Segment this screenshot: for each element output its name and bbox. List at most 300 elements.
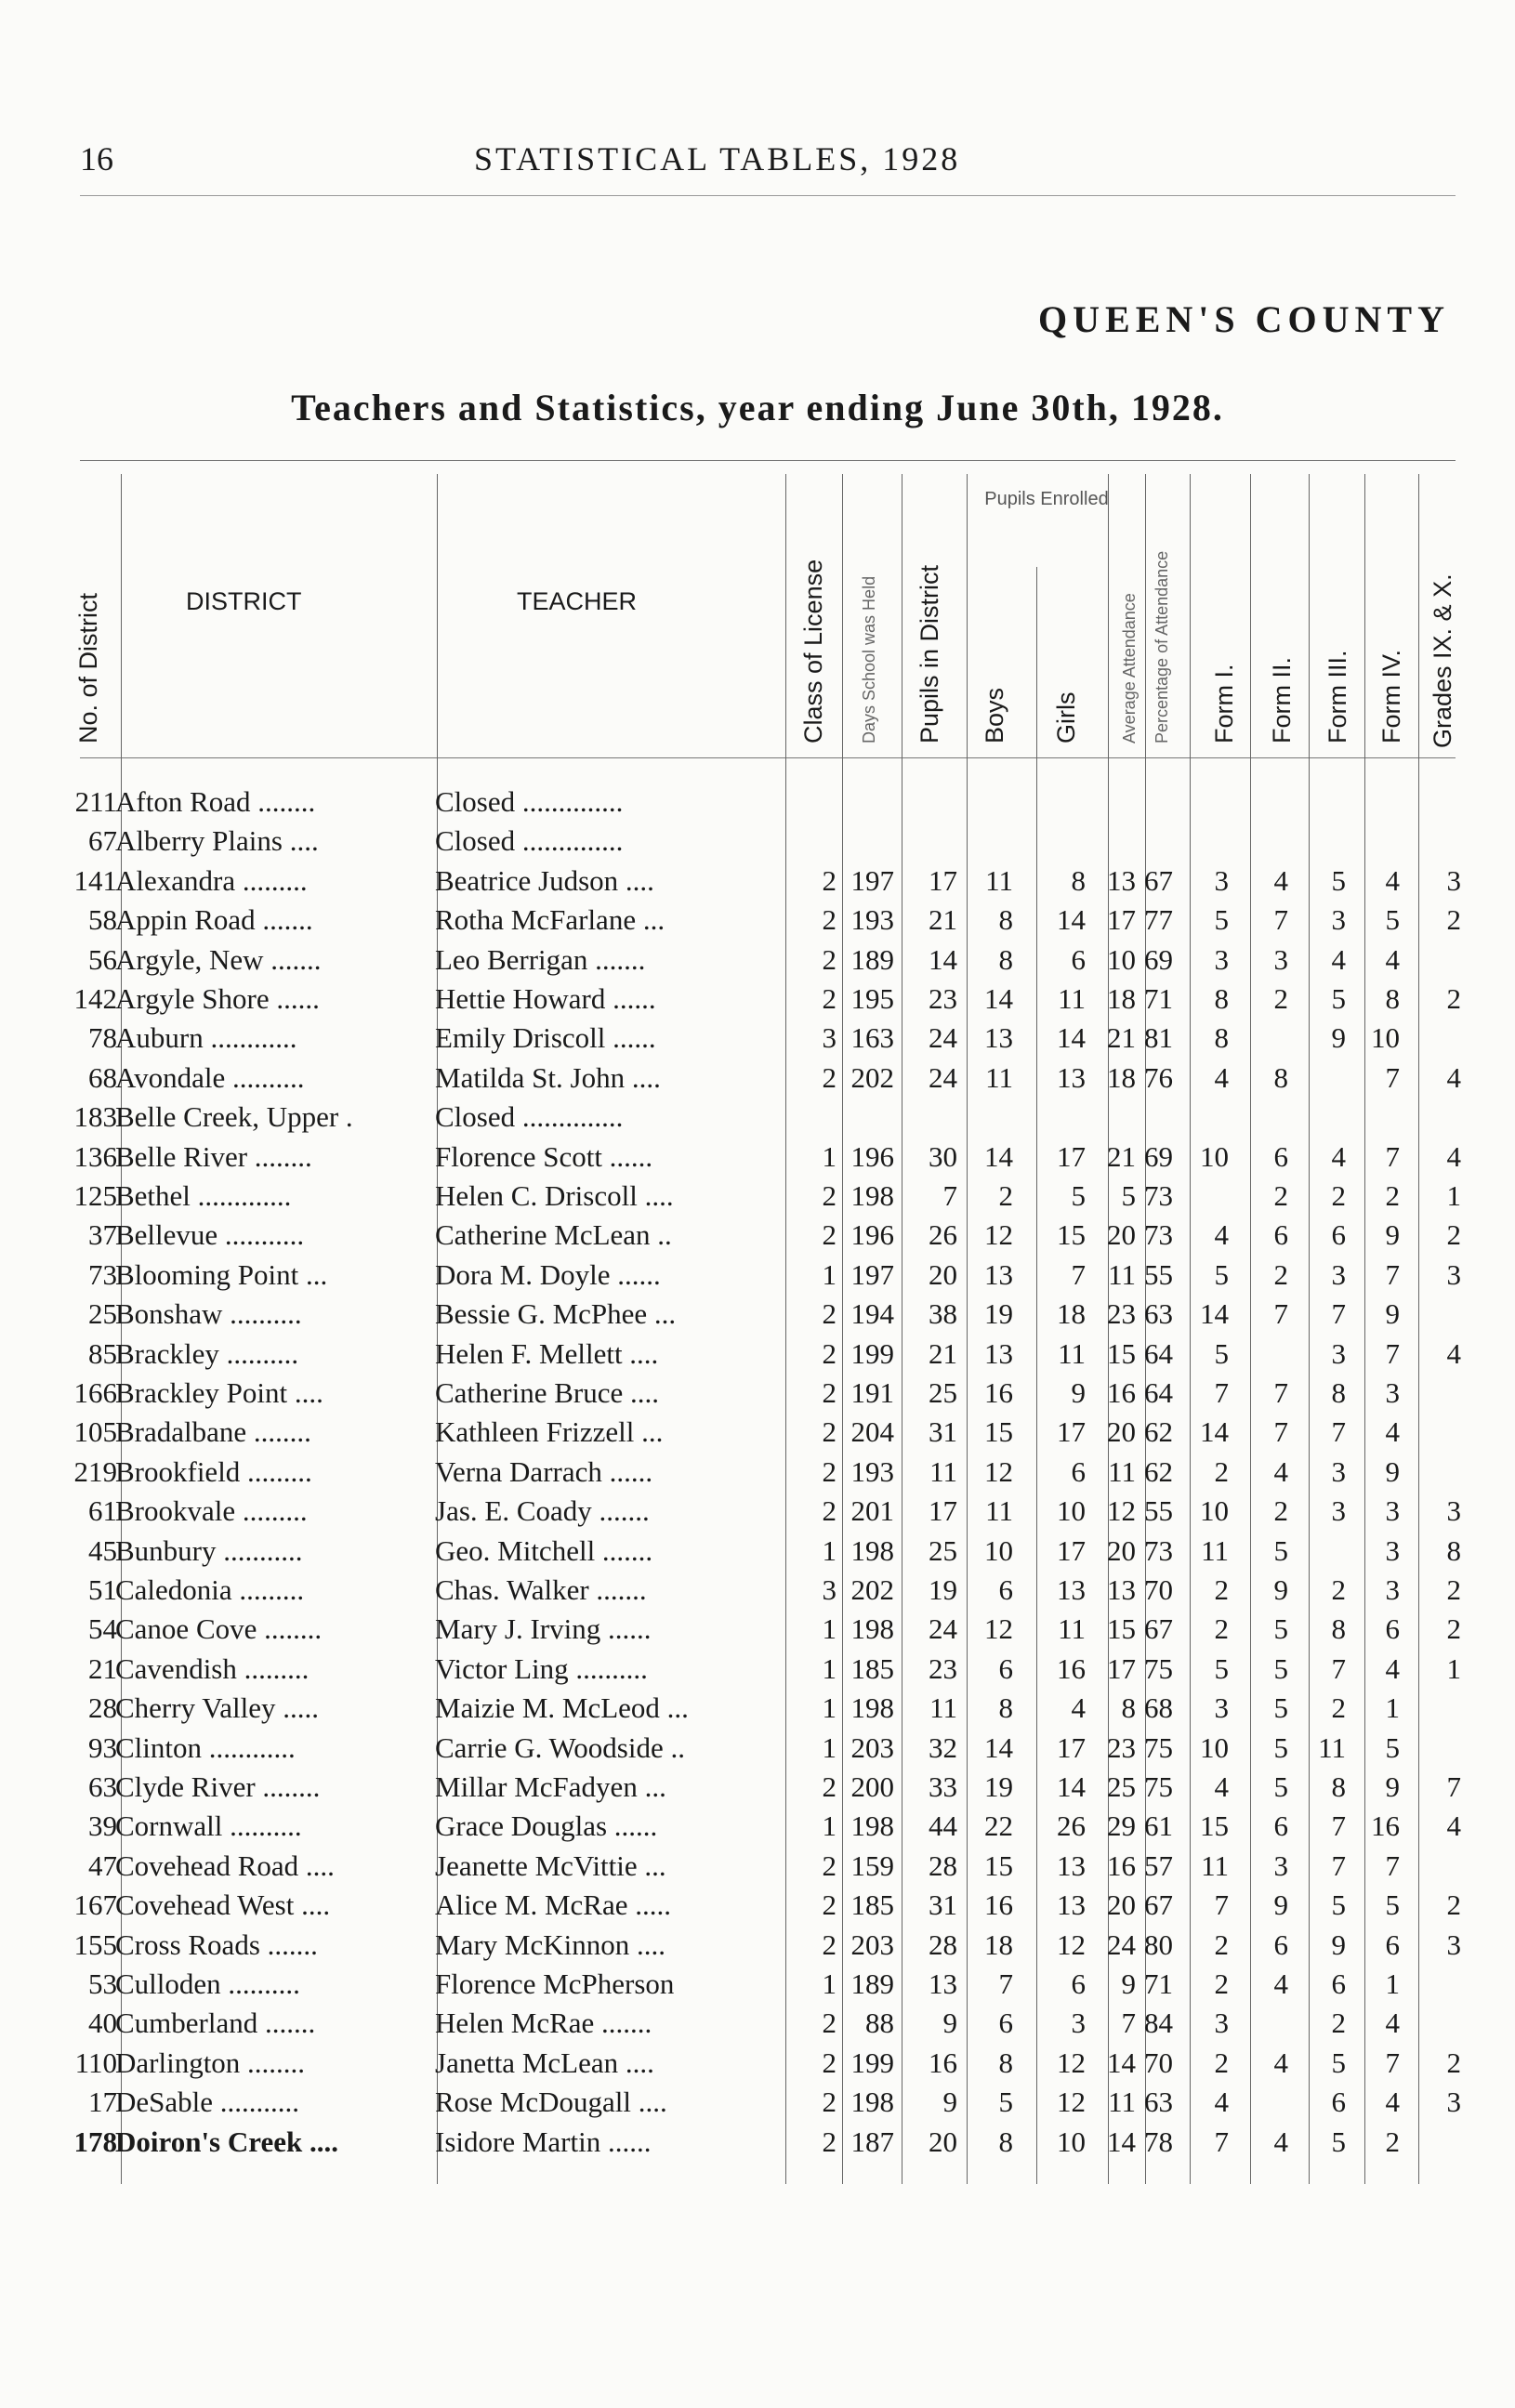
district-number: 85 xyxy=(88,1336,117,1370)
form-4: 5 xyxy=(1385,1730,1400,1764)
percentage-attendance: 78 xyxy=(1144,2125,1173,2158)
girls: 8 xyxy=(1071,863,1086,897)
grades-ix-x: 4 xyxy=(1446,1060,1461,1094)
girls: 5 xyxy=(1071,1179,1086,1212)
percentage-attendance: 62 xyxy=(1144,1454,1173,1488)
table-header-top-rule xyxy=(80,460,1456,461)
district-name: Alexandra ......... xyxy=(115,863,308,897)
class-of-license: 2 xyxy=(822,1297,837,1331)
class-of-license: 2 xyxy=(822,1849,837,1882)
average-attendance: 11 xyxy=(1108,2086,1136,2119)
form-2: 5 xyxy=(1273,1730,1288,1764)
girls: 13 xyxy=(1057,1573,1086,1606)
girls: 18 xyxy=(1057,1297,1086,1331)
header-form1: Form I. xyxy=(1210,664,1238,743)
pupils-in-district: 28 xyxy=(929,1849,957,1882)
class-of-license: 2 xyxy=(822,1376,837,1409)
teacher-name: Helen C. Driscoll .... xyxy=(435,1179,674,1212)
percentage-attendance: 61 xyxy=(1144,1809,1173,1843)
form-4: 7 xyxy=(1385,1139,1400,1173)
boys: 8 xyxy=(998,1691,1013,1725)
table-row xyxy=(0,1021,1515,1060)
district-name: Cumberland ....... xyxy=(115,2007,316,2040)
form-3: 8 xyxy=(1331,1376,1346,1409)
percentage-attendance: 64 xyxy=(1144,1376,1173,1409)
girls: 10 xyxy=(1057,1494,1086,1528)
form-4: 3 xyxy=(1385,1376,1400,1409)
form-4: 7 xyxy=(1385,1849,1400,1882)
average-attendance: 7 xyxy=(1121,2007,1136,2040)
teacher-name: Closed .............. xyxy=(435,1100,624,1134)
pupils-in-district: 11 xyxy=(929,1454,957,1488)
form-1: 4 xyxy=(1214,1218,1229,1252)
table-row xyxy=(0,1179,1515,1218)
average-attendance: 5 xyxy=(1121,1179,1136,1212)
form-4: 3 xyxy=(1385,1533,1400,1567)
header-form4: Form IV. xyxy=(1377,649,1405,743)
header-pupils-enrolled: Pupils Enrolled xyxy=(984,489,1109,509)
days-school-held: 191 xyxy=(850,1376,894,1409)
average-attendance: 15 xyxy=(1107,1612,1136,1646)
header-girls: Girls xyxy=(1052,691,1080,743)
form-4: 4 xyxy=(1385,863,1400,897)
form-1: 7 xyxy=(1214,2125,1229,2158)
days-school-held: 159 xyxy=(850,1849,894,1882)
form-2: 9 xyxy=(1273,1888,1288,1922)
form-2: 4 xyxy=(1273,863,1288,897)
district-name: Bethel ............. xyxy=(115,1179,292,1212)
form-4: 16 xyxy=(1371,1809,1400,1843)
class-of-license: 2 xyxy=(822,2046,837,2079)
class-of-license: 2 xyxy=(822,1179,837,1212)
header-percentage-attendance: Percentage of Attendance xyxy=(1153,550,1171,743)
header-boys: Boys xyxy=(981,687,1008,743)
district-name: Belle River ........ xyxy=(115,1139,312,1173)
average-attendance: 11 xyxy=(1108,1454,1136,1488)
class-of-license: 2 xyxy=(822,863,837,897)
grades-ix-x: 2 xyxy=(1446,1612,1461,1646)
form-1: 11 xyxy=(1201,1849,1229,1882)
boys: 19 xyxy=(984,1770,1013,1803)
average-attendance: 16 xyxy=(1107,1376,1136,1409)
teacher-name: Millar McFadyen ... xyxy=(435,1770,666,1803)
form-3: 6 xyxy=(1331,1218,1346,1252)
boys: 11 xyxy=(985,1494,1013,1528)
form-2: 2 xyxy=(1273,1257,1288,1291)
average-attendance: 11 xyxy=(1108,1257,1136,1291)
pupils-in-district: 28 xyxy=(929,1928,957,1961)
grades-ix-x: 8 xyxy=(1446,1533,1461,1567)
form-4: 7 xyxy=(1385,1257,1400,1291)
days-school-held: 203 xyxy=(850,1928,894,1961)
form-1: 15 xyxy=(1200,1809,1229,1843)
girls: 6 xyxy=(1071,1967,1086,2000)
form-2: 8 xyxy=(1273,1060,1288,1094)
boys: 8 xyxy=(998,942,1013,976)
boys: 13 xyxy=(984,1021,1013,1055)
district-name: Cavendish ......... xyxy=(115,1651,310,1685)
pupils-in-district: 24 xyxy=(929,1612,957,1646)
percentage-attendance: 67 xyxy=(1144,1888,1173,1922)
district-name: Brackley .......... xyxy=(115,1336,299,1370)
form-4: 1 xyxy=(1385,1967,1400,2000)
pupils-in-district: 38 xyxy=(929,1297,957,1331)
pupils-in-district: 25 xyxy=(929,1533,957,1567)
district-name: Auburn ............ xyxy=(115,1021,297,1055)
page-number: 16 xyxy=(80,140,113,178)
district-number: 93 xyxy=(88,1730,117,1764)
form-3: 11 xyxy=(1318,1730,1346,1764)
percentage-attendance: 55 xyxy=(1144,1494,1173,1528)
girls: 26 xyxy=(1057,1809,1086,1843)
class-of-license: 2 xyxy=(822,942,837,976)
table-row xyxy=(0,864,1515,903)
girls: 17 xyxy=(1057,1415,1086,1449)
boys: 15 xyxy=(984,1415,1013,1449)
form-1: 5 xyxy=(1214,1651,1229,1685)
form-4: 4 xyxy=(1385,2007,1400,2040)
percentage-attendance: 73 xyxy=(1144,1218,1173,1252)
form-2: 2 xyxy=(1273,1494,1288,1528)
girls: 9 xyxy=(1071,1376,1086,1409)
class-of-license: 3 xyxy=(822,1021,837,1055)
grades-ix-x: 4 xyxy=(1446,1809,1461,1843)
class-of-license: 1 xyxy=(822,1730,837,1764)
table-row xyxy=(0,1494,1515,1533)
form-1: 2 xyxy=(1214,1573,1229,1606)
form-1: 5 xyxy=(1214,903,1229,937)
teacher-name: Jeanette McVittie ... xyxy=(435,1849,666,1882)
form-2: 4 xyxy=(1273,2046,1288,2079)
pupils-in-district: 7 xyxy=(942,1179,957,1212)
form-1: 2 xyxy=(1214,1612,1229,1646)
district-number: 183 xyxy=(73,1100,117,1134)
form-3: 2 xyxy=(1331,2007,1346,2040)
girls: 17 xyxy=(1057,1730,1086,1764)
form-4: 7 xyxy=(1385,1336,1400,1370)
district-name: Alberry Plains .... xyxy=(115,824,319,858)
boys: 12 xyxy=(984,1454,1013,1488)
percentage-attendance: 64 xyxy=(1144,1336,1173,1370)
district-name: Argyle Shore ...... xyxy=(115,982,320,1015)
form-2: 7 xyxy=(1273,1297,1288,1331)
teacher-name: Beatrice Judson .... xyxy=(435,863,654,897)
district-number: 67 xyxy=(88,824,117,858)
district-number: 68 xyxy=(88,1060,117,1094)
pupils-in-district: 13 xyxy=(929,1967,957,2000)
class-of-license: 2 xyxy=(822,1888,837,1922)
district-name: Bunbury ........... xyxy=(115,1533,303,1567)
form-4: 4 xyxy=(1385,1415,1400,1449)
days-school-held: 202 xyxy=(850,1060,894,1094)
form-1: 5 xyxy=(1214,1336,1229,1370)
girls: 4 xyxy=(1071,1691,1086,1725)
form-2: 5 xyxy=(1273,1770,1288,1803)
form-3: 9 xyxy=(1331,1928,1346,1961)
grades-ix-x: 1 xyxy=(1446,1651,1461,1685)
teacher-name: Catherine Bruce .... xyxy=(435,1376,660,1409)
form-2: 4 xyxy=(1273,2125,1288,2158)
boys: 14 xyxy=(984,1730,1013,1764)
average-attendance: 20 xyxy=(1107,1218,1136,1252)
form-1: 3 xyxy=(1214,942,1229,976)
form-1: 8 xyxy=(1214,982,1229,1015)
grades-ix-x: 2 xyxy=(1446,2046,1461,2079)
girls: 13 xyxy=(1057,1849,1086,1882)
boys: 11 xyxy=(985,1060,1013,1094)
average-attendance: 16 xyxy=(1107,1849,1136,1882)
teacher-name: Janetta McLean .... xyxy=(435,2046,654,2079)
district-name: Caledonia ......... xyxy=(115,1573,305,1606)
table-row xyxy=(0,785,1515,824)
grades-ix-x: 2 xyxy=(1446,903,1461,937)
district-number: 53 xyxy=(88,1967,117,2000)
form-4: 9 xyxy=(1385,1297,1400,1331)
district-number: 45 xyxy=(88,1533,117,1567)
form-4: 4 xyxy=(1385,1651,1400,1685)
boys: 8 xyxy=(998,2046,1013,2079)
days-school-held: 197 xyxy=(850,863,894,897)
boys: 8 xyxy=(998,2125,1013,2158)
district-number: 21 xyxy=(88,1651,117,1685)
pupils-in-district: 25 xyxy=(929,1376,957,1409)
days-school-held: 193 xyxy=(850,903,894,937)
percentage-attendance: 75 xyxy=(1144,1770,1173,1803)
grades-ix-x: 3 xyxy=(1446,2086,1461,2119)
average-attendance: 25 xyxy=(1107,1770,1136,1803)
grades-ix-x: 7 xyxy=(1446,1770,1461,1803)
percentage-attendance: 75 xyxy=(1144,1651,1173,1685)
percentage-attendance: 81 xyxy=(1144,1021,1173,1055)
percentage-attendance: 63 xyxy=(1144,2086,1173,2119)
district-name: Clinton ............ xyxy=(115,1730,296,1764)
teacher-name: Bessie G. McPhee ... xyxy=(435,1297,677,1331)
teacher-name: Carrie G. Woodside .. xyxy=(435,1730,685,1764)
average-attendance: 12 xyxy=(1107,1494,1136,1528)
girls: 17 xyxy=(1057,1533,1086,1567)
pupils-in-district: 23 xyxy=(929,1651,957,1685)
district-number: 25 xyxy=(88,1297,117,1331)
form-1: 4 xyxy=(1214,2086,1229,2119)
pupils-in-district: 14 xyxy=(929,942,957,976)
grades-ix-x: 3 xyxy=(1446,863,1461,897)
average-attendance: 18 xyxy=(1107,982,1136,1015)
grades-ix-x: 1 xyxy=(1446,1179,1461,1212)
form-1: 10 xyxy=(1200,1494,1229,1528)
girls: 3 xyxy=(1071,2007,1086,2040)
district-number: 37 xyxy=(88,1218,117,1252)
form-2: 6 xyxy=(1273,1928,1288,1961)
form-2: 2 xyxy=(1273,1179,1288,1212)
teacher-name: Hettie Howard ...... xyxy=(435,982,656,1015)
district-name: Cross Roads ....... xyxy=(115,1928,318,1961)
class-of-license: 2 xyxy=(822,1218,837,1252)
average-attendance: 20 xyxy=(1107,1888,1136,1922)
girls: 12 xyxy=(1057,2046,1086,2079)
form-3: 3 xyxy=(1331,1454,1346,1488)
header-days-school-held: Days School was Held xyxy=(860,575,878,743)
boys: 14 xyxy=(984,1139,1013,1173)
district-name: Doiron's Creek .... xyxy=(115,2125,338,2158)
class-of-license: 2 xyxy=(822,2125,837,2158)
teacher-name: Matilda St. John .... xyxy=(435,1060,661,1094)
girls: 12 xyxy=(1057,2086,1086,2119)
table-row xyxy=(0,1612,1515,1651)
form-4: 7 xyxy=(1385,2046,1400,2079)
class-of-license: 2 xyxy=(822,1770,837,1803)
average-attendance: 21 xyxy=(1107,1139,1136,1173)
running-title: STATISTICAL TABLES, 1928 xyxy=(474,140,961,178)
pupils-in-district: 24 xyxy=(929,1060,957,1094)
district-number: 141 xyxy=(73,863,117,897)
form-1: 4 xyxy=(1214,1060,1229,1094)
class-of-license: 3 xyxy=(822,1573,837,1606)
days-school-held: 198 xyxy=(850,1691,894,1725)
average-attendance: 24 xyxy=(1107,1928,1136,1961)
class-of-license: 1 xyxy=(822,1257,837,1291)
girls: 15 xyxy=(1057,1218,1086,1252)
girls: 6 xyxy=(1071,942,1086,976)
pupils-in-district: 16 xyxy=(929,2046,957,2079)
form-1: 10 xyxy=(1200,1730,1229,1764)
average-attendance: 9 xyxy=(1121,1967,1136,2000)
class-of-license: 1 xyxy=(822,1139,837,1173)
percentage-attendance: 73 xyxy=(1144,1533,1173,1567)
district-name: Afton Road ........ xyxy=(115,785,316,818)
pupils-in-district: 21 xyxy=(929,903,957,937)
table-row xyxy=(0,1376,1515,1415)
percentage-attendance: 57 xyxy=(1144,1849,1173,1882)
percentage-attendance: 84 xyxy=(1144,2007,1173,2040)
grades-ix-x: 4 xyxy=(1446,1336,1461,1370)
table-row xyxy=(0,1652,1515,1691)
form-3: 5 xyxy=(1331,1888,1346,1922)
form-2: 5 xyxy=(1273,1651,1288,1685)
days-school-held: 196 xyxy=(850,1218,894,1252)
days-school-held: 189 xyxy=(850,942,894,976)
days-school-held: 88 xyxy=(865,2007,894,2040)
teacher-name: Maizie M. McLeod ... xyxy=(435,1691,689,1725)
district-number: 51 xyxy=(88,1573,117,1606)
percentage-attendance: 69 xyxy=(1144,942,1173,976)
district-number: 40 xyxy=(88,2007,117,2040)
pupils-in-district: 17 xyxy=(929,863,957,897)
teacher-name: Isidore Martin ...... xyxy=(435,2125,652,2158)
top-rule xyxy=(80,195,1456,196)
table-row xyxy=(0,1573,1515,1612)
table-row xyxy=(0,1849,1515,1888)
district-name: Canoe Cove ........ xyxy=(115,1612,323,1646)
district-number: 58 xyxy=(88,903,117,937)
district-name: Brookfield ......... xyxy=(115,1454,312,1488)
percentage-attendance: 70 xyxy=(1144,1573,1173,1606)
table-row xyxy=(0,1455,1515,1494)
teacher-name: Victor Ling .......... xyxy=(435,1651,648,1685)
table-row xyxy=(0,903,1515,942)
district-name: DeSable ........... xyxy=(115,2086,300,2119)
pupils-in-district: 31 xyxy=(929,1415,957,1449)
district-name: Bellevue ........... xyxy=(115,1218,305,1252)
class-of-license: 2 xyxy=(822,1060,837,1094)
teacher-name: Emily Driscoll ...... xyxy=(435,1021,656,1055)
percentage-attendance: 68 xyxy=(1144,1691,1173,1725)
pupils-in-district: 26 xyxy=(929,1218,957,1252)
grades-ix-x: 3 xyxy=(1446,1494,1461,1528)
table-row xyxy=(0,1691,1515,1730)
days-school-held: 198 xyxy=(850,2086,894,2119)
form-2: 7 xyxy=(1273,1415,1288,1449)
district-number: 54 xyxy=(88,1612,117,1646)
percentage-attendance: 67 xyxy=(1144,1612,1173,1646)
boys: 5 xyxy=(998,2086,1013,2119)
form-1: 3 xyxy=(1214,1691,1229,1725)
percentage-attendance: 70 xyxy=(1144,2046,1173,2079)
form-2: 7 xyxy=(1273,1376,1288,1409)
average-attendance: 8 xyxy=(1121,1691,1136,1725)
pupils-in-district: 31 xyxy=(929,1888,957,1922)
pupils-in-district: 9 xyxy=(942,2086,957,2119)
girls: 11 xyxy=(1058,982,1086,1015)
pupils-in-district: 24 xyxy=(929,1021,957,1055)
days-school-held: 193 xyxy=(850,1454,894,1488)
grades-ix-x: 2 xyxy=(1446,1888,1461,1922)
header-pupils-in-district: Pupils in District xyxy=(916,564,943,743)
pupils-in-district: 32 xyxy=(929,1730,957,1764)
district-name: Brackley Point .... xyxy=(115,1376,323,1409)
form-3: 2 xyxy=(1331,1691,1346,1725)
average-attendance: 14 xyxy=(1107,2125,1136,2158)
form-4: 4 xyxy=(1385,2086,1400,2119)
district-number: 61 xyxy=(88,1494,117,1528)
days-school-held: 196 xyxy=(850,1139,894,1173)
form-3: 7 xyxy=(1331,1849,1346,1882)
form-1: 7 xyxy=(1214,1888,1229,1922)
teacher-name: Florence McPherson xyxy=(435,1967,675,2000)
form-4: 10 xyxy=(1371,1021,1400,1055)
form-3: 3 xyxy=(1331,1494,1346,1528)
table-row xyxy=(0,2125,1515,2165)
form-3: 5 xyxy=(1331,863,1346,897)
table-row xyxy=(0,2007,1515,2046)
percentage-attendance: 63 xyxy=(1144,1297,1173,1331)
teacher-name: Jas. E. Coady ....... xyxy=(435,1494,650,1528)
table-header-bottom-rule xyxy=(80,757,1456,758)
district-name: Cornwall .......... xyxy=(115,1809,302,1843)
days-school-held: 198 xyxy=(850,1612,894,1646)
form-1: 2 xyxy=(1214,1454,1229,1488)
boys: 16 xyxy=(984,1376,1013,1409)
class-of-license: 2 xyxy=(822,1336,837,1370)
days-school-held: 201 xyxy=(850,1494,894,1528)
table-row xyxy=(0,2046,1515,2086)
pupils-in-district: 9 xyxy=(942,2007,957,2040)
grades-ix-x: 3 xyxy=(1446,1257,1461,1291)
county-title: QUEEN'S COUNTY xyxy=(1038,298,1450,340)
days-school-held: 187 xyxy=(850,2125,894,2158)
form-4: 7 xyxy=(1385,1060,1400,1094)
boys: 22 xyxy=(984,1809,1013,1843)
district-name: Culloden .......... xyxy=(115,1967,300,2000)
form-3: 7 xyxy=(1331,1809,1346,1843)
teacher-name: Mary J. Irving ...... xyxy=(435,1612,652,1646)
form-2: 3 xyxy=(1273,1849,1288,1882)
days-school-held: 200 xyxy=(850,1770,894,1803)
pupils-in-district: 19 xyxy=(929,1573,957,1606)
table-row xyxy=(0,2086,1515,2125)
form-4: 5 xyxy=(1385,1888,1400,1922)
district-name: Avondale .......... xyxy=(115,1060,305,1094)
pupils-in-district: 33 xyxy=(929,1770,957,1803)
